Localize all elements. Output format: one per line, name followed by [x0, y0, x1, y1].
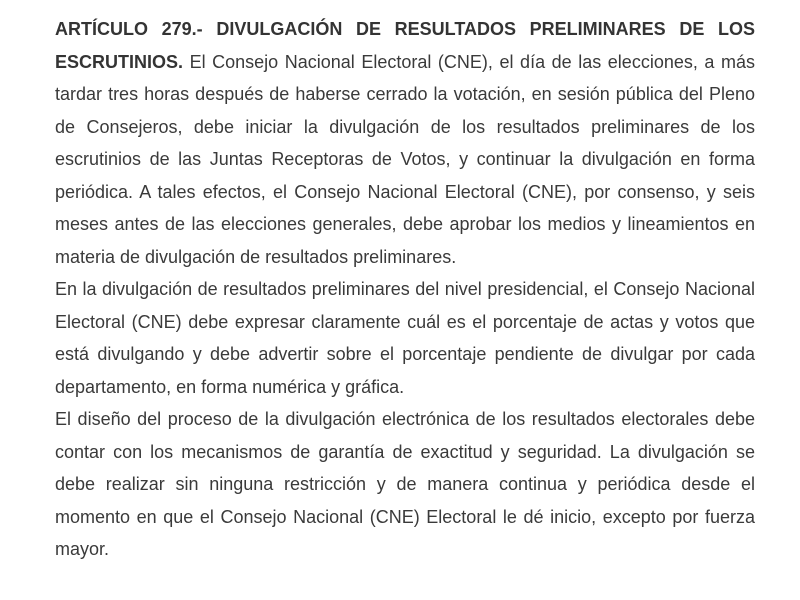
article-body — [55, 13, 755, 566]
article-paragraph-2: En la divulgación de resultados preliminares del nivel presidencial, el Consejo Nacional Electoral (CNE) debe expresar claramente cuál es el porcentaje de actas y votos que está divulgando y debe advertir sobre el porcentaje pendiente de divulgar por cada departamento, en forma numérica y gráfica. — [55, 279, 755, 397]
article-paragraph-3: El diseño del proceso de la divulgación electrónica de los resultados electorales debe contar con los mecanismos de garantía de exactitud y seguridad. La divulgación se debe realizar sin ninguna restricción y de manera continua y periódica desde el momento en que el Consejo Nacional (CNE) Electoral le dé inicio, excepto por fuerza mayor. — [55, 409, 755, 559]
article-heading: ARTÍCULO 279.- DIVULGACIÓN DE RESULTADOS PRELIMINARES DE LOS ESCRUTINIOS. — [55, 19, 755, 72]
article-paragraph-1 — [55, 13, 755, 273]
article-paragraph-1-text: El Consejo Nacional Electoral (CNE), el día de las elecciones, a más tardar tres horas después de haberse cerrado la votación, en sesión pública del Pleno de Consejeros, debe iniciar la divulgación de los resultados preliminares de los escrutinios de las Juntas Receptoras de Votos, y continuar la divulgación en forma periódica. A tales efectos, el Consejo Nacional Electoral (CNE), por consenso, y seis meses antes de las elecciones generales, debe aprobar los medios y lineamientos en materia de divulgación de resultados preliminares. — [55, 51, 755, 267]
